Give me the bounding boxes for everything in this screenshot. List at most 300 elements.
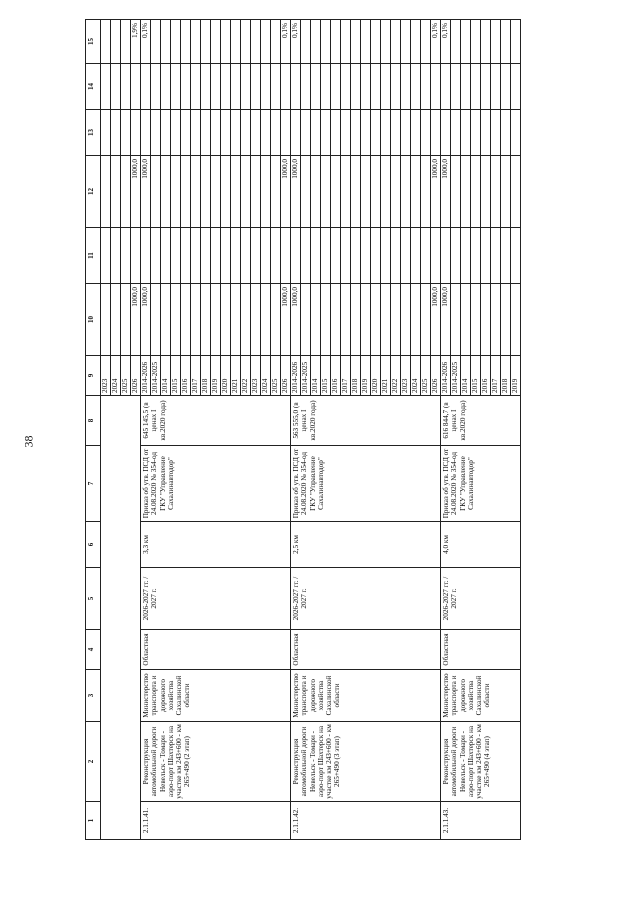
amount-col10 — [301, 284, 311, 356]
amount-col11 — [121, 228, 131, 284]
amount-col14 — [501, 64, 511, 110]
share-col15 — [261, 20, 271, 64]
capacity: 3,3 км — [141, 522, 291, 568]
amount-col14 — [181, 64, 191, 110]
share-col15 — [351, 20, 361, 64]
amount-col10 — [411, 284, 421, 356]
amount-col10: 1000,0 — [431, 284, 441, 356]
share-col15 — [151, 20, 161, 64]
share-col15 — [341, 20, 351, 64]
year-cell: 2014-2026 — [291, 356, 301, 396]
header-row — [86, 20, 101, 840]
amount-col14 — [261, 64, 271, 110]
amount-col10: 1000,0 — [441, 284, 451, 356]
share-col15 — [211, 20, 221, 64]
amount-col14 — [361, 64, 371, 110]
amount-col13 — [441, 110, 451, 156]
amount-col11 — [301, 228, 311, 284]
amount-col12: 1000,0 — [441, 156, 451, 228]
year-cell: 2014 — [311, 356, 321, 396]
amount-col11 — [411, 228, 421, 284]
amount-col13 — [161, 110, 171, 156]
share-col15 — [321, 20, 331, 64]
amount-col12 — [121, 156, 131, 228]
amount-col11 — [191, 228, 201, 284]
amount-col12: 1000,0 — [141, 156, 151, 228]
amount-col10 — [341, 284, 351, 356]
amount-col14 — [391, 64, 401, 110]
amount-col12 — [451, 156, 461, 228]
amount-col11 — [211, 228, 221, 284]
amount-col13 — [231, 110, 241, 156]
program-table — [85, 19, 521, 840]
amount-col12 — [271, 156, 281, 228]
col-7-header: 7 — [86, 446, 101, 522]
amount-col10 — [321, 284, 331, 356]
amount-col10 — [461, 284, 471, 356]
share-col15 — [471, 20, 481, 64]
amount-col12: 1000,0 — [131, 156, 141, 228]
amount-col14 — [251, 64, 261, 110]
share-col15 — [381, 20, 391, 64]
entry-number: 2.1.1.41. — [141, 802, 291, 840]
year-cell: 2014 — [161, 356, 171, 396]
amount-col11 — [141, 228, 151, 284]
year-cell: 2019 — [361, 356, 371, 396]
year-cell: 2018 — [501, 356, 511, 396]
amount-col10 — [121, 284, 131, 356]
amount-col10 — [271, 284, 281, 356]
col-15-header: 15 — [86, 20, 101, 64]
year-cell: 2016 — [181, 356, 191, 396]
amount-col13 — [221, 110, 231, 156]
amount-col13 — [191, 110, 201, 156]
share-col15 — [191, 20, 201, 64]
share-col15 — [501, 20, 511, 64]
amount-col14 — [331, 64, 341, 110]
share-col15 — [511, 20, 521, 64]
amount-col13 — [121, 110, 131, 156]
year-cell: 2023 — [401, 356, 411, 396]
amount-col10 — [401, 284, 411, 356]
executor: Министерство транспорта и дорожного хозяйства Сахалинской области — [291, 670, 441, 722]
share-col15 — [411, 20, 421, 64]
amount-col10 — [451, 284, 461, 356]
share-col15 — [401, 20, 411, 64]
amount-col12 — [251, 156, 261, 228]
amount-col11 — [221, 228, 231, 284]
year-cell: 2015 — [171, 356, 181, 396]
amount-col12 — [491, 156, 501, 228]
share-col15 — [481, 20, 491, 64]
share-col15 — [311, 20, 321, 64]
amount-col13 — [381, 110, 391, 156]
object-name: Реконструкция автомобильной дороги Невельск - Томари - аэро-порт Шахтерск на участке км 243+600 - км 265+490 (2 этап) — [141, 722, 291, 802]
amount-col14 — [401, 64, 411, 110]
amount-col11 — [101, 228, 111, 284]
amount-col14 — [411, 64, 421, 110]
share-col15 — [231, 20, 241, 64]
amount-col12 — [311, 156, 321, 228]
amount-col13 — [391, 110, 401, 156]
share-col15: 0,1% — [141, 20, 151, 64]
amount-col13 — [171, 110, 181, 156]
amount-col10: 1000,0 — [281, 284, 291, 356]
amount-col10 — [201, 284, 211, 356]
year-cell: 2014-2025 — [151, 356, 161, 396]
page-number: 38 — [21, 435, 36, 448]
amount-col11 — [241, 228, 251, 284]
amount-col10 — [361, 284, 371, 356]
amount-col11 — [261, 228, 271, 284]
amount-col12 — [211, 156, 221, 228]
year-cell: 2026 — [431, 356, 441, 396]
amount-col13 — [301, 110, 311, 156]
amount-col10: 1000,0 — [131, 284, 141, 356]
share-col15 — [251, 20, 261, 64]
amount-col13 — [341, 110, 351, 156]
amount-col14 — [221, 64, 231, 110]
year-cell: 2022 — [391, 356, 401, 396]
amount-col12 — [331, 156, 341, 228]
amount-col14 — [131, 64, 141, 110]
amount-col11 — [371, 228, 381, 284]
amount-col14 — [291, 64, 301, 110]
amount-col14 — [341, 64, 351, 110]
col-4-header: 4 — [86, 630, 101, 670]
share-col15 — [391, 20, 401, 64]
amount-col10 — [251, 284, 261, 356]
period: 2026-2027 гг. / 2027 г. — [441, 568, 521, 630]
amount-col12: 1000,0 — [431, 156, 441, 228]
col-9-header: 9 — [86, 356, 101, 396]
amount-col12 — [391, 156, 401, 228]
share-col15 — [451, 20, 461, 64]
amount-col11 — [511, 228, 521, 284]
amount-col13 — [201, 110, 211, 156]
amount-col14 — [111, 64, 121, 110]
amount-col10 — [311, 284, 321, 356]
table-row — [141, 20, 151, 840]
share-col15 — [461, 20, 471, 64]
share-col15 — [201, 20, 211, 64]
share-col15: 0,1% — [431, 20, 441, 64]
amount-col12 — [151, 156, 161, 228]
amount-col10 — [511, 284, 521, 356]
amount-col14 — [151, 64, 161, 110]
amount-col12 — [261, 156, 271, 228]
amount-col14 — [161, 64, 171, 110]
amount-col14 — [371, 64, 381, 110]
amount-col10 — [231, 284, 241, 356]
budget-type: Областная — [441, 630, 521, 670]
amount-col11 — [391, 228, 401, 284]
amount-col13 — [281, 110, 291, 156]
amount-col14 — [451, 64, 461, 110]
amount-col13 — [101, 110, 111, 156]
amount-col10 — [151, 284, 161, 356]
amount-col12 — [301, 156, 311, 228]
year-cell: 2024 — [411, 356, 421, 396]
estimated-cost: 616 844,7 (в ценах I кв.2020 года) — [441, 396, 521, 446]
amount-col12 — [161, 156, 171, 228]
col-1-header: 1 — [86, 802, 101, 840]
amount-col13 — [291, 110, 301, 156]
amount-col10 — [241, 284, 251, 356]
amount-col11 — [251, 228, 261, 284]
amount-col13 — [111, 110, 121, 156]
year-cell: 2018 — [201, 356, 211, 396]
amount-col13 — [431, 110, 441, 156]
amount-col11 — [231, 228, 241, 284]
share-col15 — [371, 20, 381, 64]
amount-col13 — [241, 110, 251, 156]
amount-col13 — [511, 110, 521, 156]
year-cell: 2018 — [351, 356, 361, 396]
continuation-blank — [101, 396, 141, 840]
amount-col11 — [461, 228, 471, 284]
amount-col13 — [351, 110, 361, 156]
amount-col12 — [471, 156, 481, 228]
share-col15 — [331, 20, 341, 64]
project-document: Приказ об утв. ПСД от 24.08.2020 № 354-од ГКУ "Управление Сахалинавтодор" — [441, 446, 521, 522]
table-body — [101, 20, 521, 840]
amount-col12 — [371, 156, 381, 228]
amount-col11 — [291, 228, 301, 284]
period: 2026-2027 гг. / 2027 г. — [291, 568, 441, 630]
amount-col12: 1000,0 — [281, 156, 291, 228]
amount-col13 — [211, 110, 221, 156]
share-col15 — [421, 20, 431, 64]
amount-col10 — [161, 284, 171, 356]
year-cell: 2025 — [421, 356, 431, 396]
year-cell: 2021 — [231, 356, 241, 396]
share-col15 — [241, 20, 251, 64]
amount-col11 — [451, 228, 461, 284]
col-10-header: 10 — [86, 284, 101, 356]
amount-col12: 1000,0 — [291, 156, 301, 228]
capacity: 4,0 км — [441, 522, 521, 568]
col-13-header: 13 — [86, 110, 101, 156]
share-col15 — [271, 20, 281, 64]
estimated-cost: 645 145,5 (в ценах I кв.2020 года) — [141, 396, 291, 446]
amount-col11 — [401, 228, 411, 284]
period: 2026-2027 гг. / 2027 г. — [141, 568, 291, 630]
year-cell: 2017 — [341, 356, 351, 396]
amount-col10: 1000,0 — [291, 284, 301, 356]
executor: Министерство транспорта и дорожного хозяйства Сахалинской области — [141, 670, 291, 722]
share-col15 — [221, 20, 231, 64]
amount-col14 — [171, 64, 181, 110]
share-col15: 0,1% — [441, 20, 451, 64]
amount-col13 — [251, 110, 261, 156]
share-col15: 0,1% — [281, 20, 291, 64]
amount-col10 — [391, 284, 401, 356]
amount-col10 — [181, 284, 191, 356]
amount-col12 — [361, 156, 371, 228]
amount-col14 — [281, 64, 291, 110]
year-cell: 2014 — [461, 356, 471, 396]
amount-col14 — [441, 64, 451, 110]
col-11-header: 11 — [86, 228, 101, 284]
amount-col12 — [401, 156, 411, 228]
amount-col12 — [481, 156, 491, 228]
col-14-header: 14 — [86, 64, 101, 110]
amount-col11 — [421, 228, 431, 284]
amount-col14 — [301, 64, 311, 110]
amount-col13 — [131, 110, 141, 156]
amount-col10 — [101, 284, 111, 356]
amount-col10 — [371, 284, 381, 356]
amount-col12 — [381, 156, 391, 228]
amount-col11 — [131, 228, 141, 284]
year-cell: 2015 — [471, 356, 481, 396]
amount-col12 — [171, 156, 181, 228]
amount-col13 — [271, 110, 281, 156]
amount-col11 — [431, 228, 441, 284]
amount-col10 — [191, 284, 201, 356]
amount-col13 — [451, 110, 461, 156]
amount-col10 — [421, 284, 431, 356]
amount-col11 — [341, 228, 351, 284]
amount-col11 — [481, 228, 491, 284]
amount-col13 — [371, 110, 381, 156]
amount-col10 — [501, 284, 511, 356]
amount-col13 — [141, 110, 151, 156]
amount-col12 — [111, 156, 121, 228]
amount-col12 — [341, 156, 351, 228]
amount-col14 — [321, 64, 331, 110]
year-cell: 2016 — [331, 356, 341, 396]
amount-col11 — [271, 228, 281, 284]
project-document: Приказ об утв. ПСД от 24.08.2020 № 354-од ГКУ "Управление Сахалинавтодор" — [141, 446, 291, 522]
amount-col14 — [201, 64, 211, 110]
amount-col14 — [241, 64, 251, 110]
year-cell: 2014-2026 — [441, 356, 451, 396]
amount-col11 — [321, 228, 331, 284]
amount-col14 — [431, 64, 441, 110]
year-cell: 2024 — [111, 356, 121, 396]
amount-col14 — [121, 64, 131, 110]
amount-col14 — [311, 64, 321, 110]
amount-col12 — [231, 156, 241, 228]
year-cell: 2025 — [121, 356, 131, 396]
amount-col14 — [231, 64, 241, 110]
share-col15 — [491, 20, 501, 64]
amount-col13 — [491, 110, 501, 156]
capacity: 2,5 км — [291, 522, 441, 568]
year-cell: 2014-2025 — [451, 356, 461, 396]
amount-col13 — [361, 110, 371, 156]
amount-col11 — [441, 228, 451, 284]
amount-col13 — [261, 110, 271, 156]
estimated-cost: 563 555,0 (в ценах I кв.2020 года) — [291, 396, 441, 446]
amount-col12 — [351, 156, 361, 228]
amount-col13 — [471, 110, 481, 156]
amount-col13 — [311, 110, 321, 156]
col-8-header: 8 — [86, 396, 101, 446]
entry-number: 2.1.1.42. — [291, 802, 441, 840]
year-cell: 2022 — [241, 356, 251, 396]
executor: Министерство транспорта и дорожного хозяйства Сахалинской области — [441, 670, 521, 722]
amount-col10 — [221, 284, 231, 356]
amount-col13 — [181, 110, 191, 156]
amount-col14 — [101, 64, 111, 110]
year-cell: 2021 — [381, 356, 391, 396]
year-cell: 2019 — [511, 356, 521, 396]
amount-col11 — [281, 228, 291, 284]
year-cell: 2026 — [131, 356, 141, 396]
col-12-header: 12 — [86, 156, 101, 228]
amount-col11 — [311, 228, 321, 284]
amount-col10 — [111, 284, 121, 356]
col-6-header: 6 — [86, 522, 101, 568]
col-5-header: 5 — [86, 568, 101, 630]
year-cell: 2025 — [271, 356, 281, 396]
amount-col10 — [211, 284, 221, 356]
amount-col14 — [381, 64, 391, 110]
amount-col10 — [381, 284, 391, 356]
amount-col12 — [421, 156, 431, 228]
amount-col13 — [481, 110, 491, 156]
amount-col12 — [241, 156, 251, 228]
amount-col12 — [461, 156, 471, 228]
amount-col10 — [481, 284, 491, 356]
year-cell: 2023 — [251, 356, 261, 396]
year-cell: 2015 — [321, 356, 331, 396]
table-sheet — [85, 20, 595, 840]
amount-col14 — [351, 64, 361, 110]
share-col15 — [181, 20, 191, 64]
amount-col13 — [321, 110, 331, 156]
amount-col12 — [511, 156, 521, 228]
amount-col11 — [351, 228, 361, 284]
amount-col10 — [471, 284, 481, 356]
amount-col11 — [381, 228, 391, 284]
table-row — [441, 20, 451, 840]
share-col15 — [101, 20, 111, 64]
amount-col10: 1000,0 — [141, 284, 151, 356]
amount-col11 — [491, 228, 501, 284]
share-col15 — [301, 20, 311, 64]
col-3-header: 3 — [86, 670, 101, 722]
year-cell: 2020 — [221, 356, 231, 396]
budget-type: Областная — [291, 630, 441, 670]
amount-col13 — [501, 110, 511, 156]
amount-col14 — [141, 64, 151, 110]
table-row — [101, 20, 111, 840]
amount-col12 — [101, 156, 111, 228]
year-cell: 2026 — [281, 356, 291, 396]
amount-col11 — [111, 228, 121, 284]
amount-col11 — [201, 228, 211, 284]
amount-col11 — [171, 228, 181, 284]
amount-col13 — [461, 110, 471, 156]
amount-col10 — [171, 284, 181, 356]
year-cell: 2014-2025 — [301, 356, 311, 396]
amount-col14 — [491, 64, 501, 110]
amount-col11 — [471, 228, 481, 284]
year-cell: 2019 — [211, 356, 221, 396]
amount-col11 — [161, 228, 171, 284]
amount-col12 — [221, 156, 231, 228]
amount-col10 — [261, 284, 271, 356]
amount-col13 — [401, 110, 411, 156]
amount-col12 — [411, 156, 421, 228]
amount-col13 — [411, 110, 421, 156]
amount-col13 — [331, 110, 341, 156]
amount-col14 — [191, 64, 201, 110]
